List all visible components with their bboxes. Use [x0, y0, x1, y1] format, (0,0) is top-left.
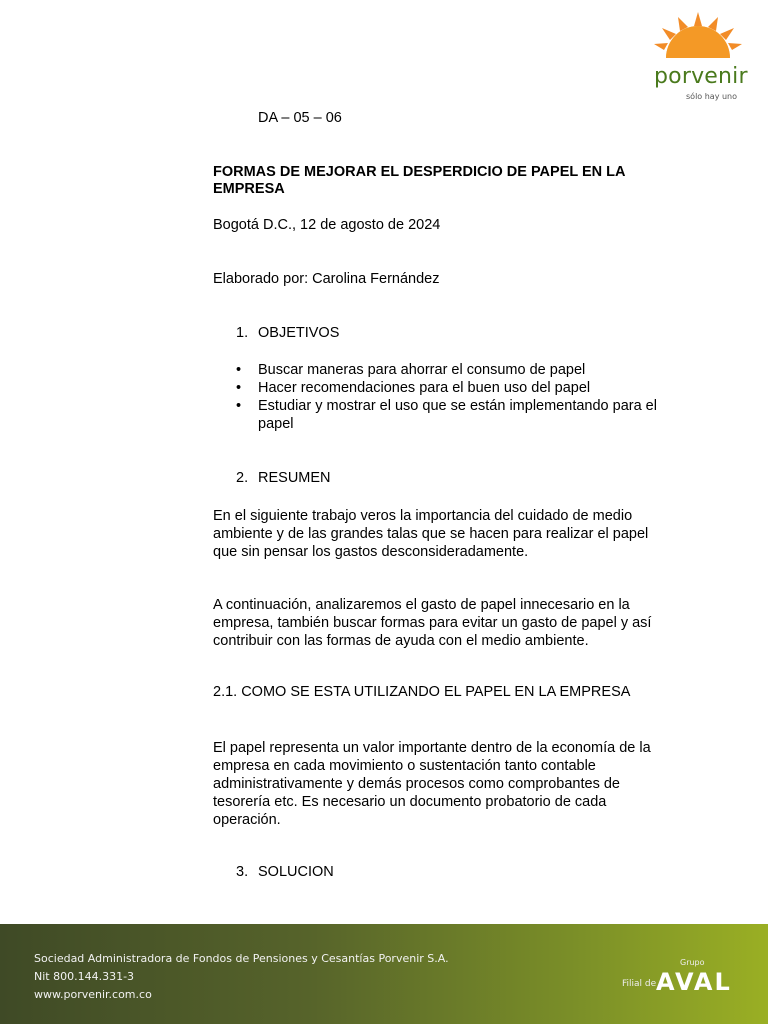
company-nit: Nit 800.144.331-3	[34, 970, 135, 983]
objectives-list	[236, 361, 666, 433]
list-item: • Hacer recomendaciones para el buen uso del papel	[236, 379, 666, 397]
section-number: 1.	[236, 325, 249, 341]
section-heading-solucion	[236, 864, 334, 880]
summary-paragraph-2: A continuación, analizaremos el gasto de papel innecesario en la empresa, también buscar formas para evitar un gasto de papel y así contribuir con las formas de ayuda con el medio ambiente.	[213, 597, 652, 649]
section-heading-resumen	[236, 470, 331, 486]
section-number: 2.	[236, 470, 249, 486]
company-website: www.porvenir.com.co	[34, 988, 152, 1001]
sun-icon	[648, 10, 748, 70]
section-heading-objetivos	[236, 325, 339, 341]
filial-label: Filial de	[622, 979, 657, 989]
section-title: OBJETIVOS	[258, 325, 340, 341]
group-label: Grupo	[680, 958, 705, 967]
logo-tagline: sólo hay uno	[686, 92, 738, 101]
usage-paragraph: El papel representa un valor importante dentro de la economía de la empresa en cada movimiento o sustentación tanto contable administrativamente y demás procesos como comprobantes de tesorería etc. Es necesario un documento probatorio de cada operación.	[213, 740, 651, 828]
document-title: FORMAS DE MEJORAR EL DESPERDICIO DE PAPEL EN LA EMPRESA	[213, 164, 625, 197]
porvenir-logo	[648, 10, 748, 101]
list-item: • Buscar maneras para ahorrar el consumo de papel	[236, 361, 666, 379]
summary-paragraph-1: En el siguiente trabajo veros la importancia del cuidado de medio ambiente y de las grandes talas que se hacen para realizar el papel que sin pensar los gastos desconsideradamente.	[213, 508, 649, 560]
list-item: • Estudiar y mostrar el uso que se están implementando para el papel	[236, 397, 666, 433]
section-title: RESUMEN	[258, 470, 331, 486]
footer-band	[0, 924, 768, 1024]
aval-logo: AVAL	[656, 968, 732, 996]
date-line: Bogotá D.C., 12 de agosto de 2024	[213, 217, 441, 233]
footer-company-info	[34, 950, 449, 1004]
logo-wordmark: porvenir	[654, 64, 748, 89]
document-code: DA – 05 – 06	[258, 110, 342, 126]
section-title: SOLUCION	[258, 864, 334, 880]
author-line: Elaborado por: Carolina Fernández	[213, 271, 440, 287]
subsection-heading: 2.1. COMO SE ESTA UTILIZANDO EL PAPEL EN LA EMPRESA	[213, 684, 631, 700]
section-number: 3.	[236, 864, 249, 880]
company-name: Sociedad Administradora de Fondos de Pensiones y Cesantías Porvenir S.A.	[34, 952, 449, 965]
